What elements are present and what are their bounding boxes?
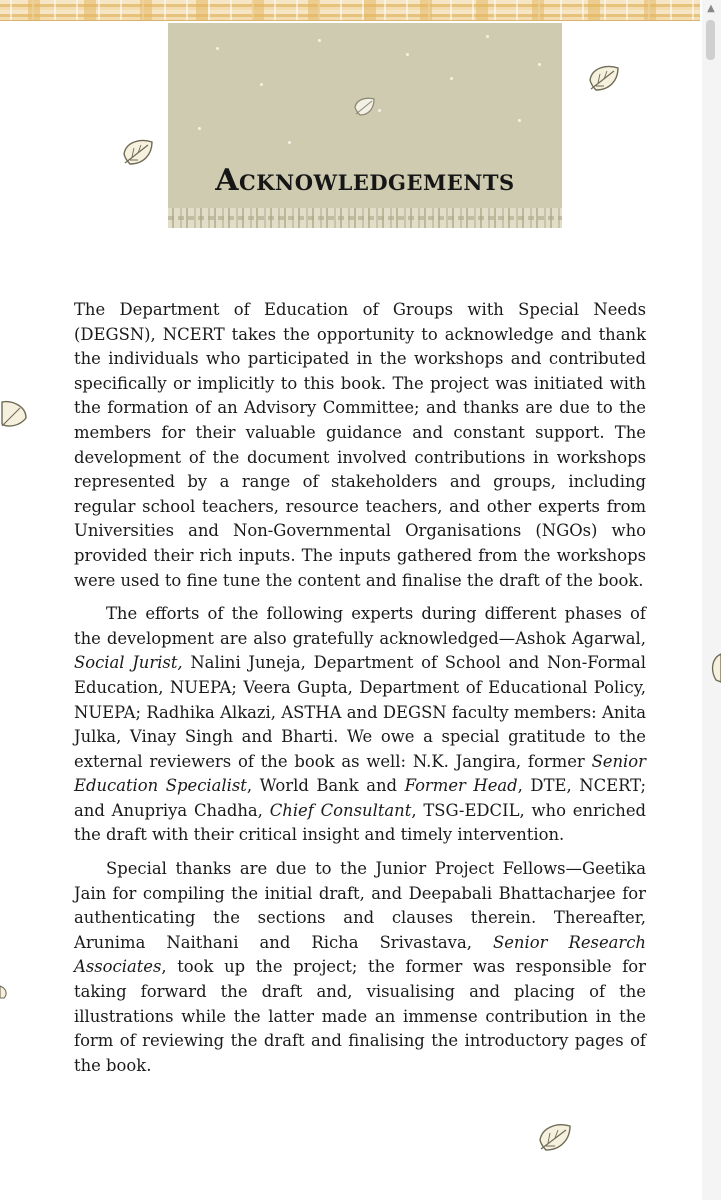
leaf-icon xyxy=(536,1120,574,1154)
italic-title: Chief Consultant xyxy=(269,800,412,820)
scroll-up-arrow-icon[interactable]: ▲ xyxy=(707,3,715,14)
scrollbar-track[interactable] xyxy=(702,0,721,1200)
leaf-icon xyxy=(708,650,721,686)
italic-title: Social Jurist, xyxy=(74,653,183,673)
scrollbar-thumb[interactable] xyxy=(706,20,715,60)
chapter-header xyxy=(168,23,562,228)
paragraph-2 xyxy=(74,602,646,848)
text-segment: Nalini Juneja, Department of School and Non-Formal Education, NUEPA; Veera Gupta, Department of Educational Policy, NUEPA; Radhika Alkazi, ASTHA and DEGSN faculty members: Anita Julka, Vinay Singh and Bharti. We owe a special gratitude to the external reviewers of the book as well: N.K. Jangira, former xyxy=(74,653,646,771)
header-decorative-pattern xyxy=(168,208,562,228)
text-segment: , took up the project; the former was responsible for taking forward the draft and, visualising and placing of the illustrations while the latter made an immense contribution in the form of reviewing the draft and finalising the introductory pages of the book. xyxy=(74,957,646,1075)
text-segment: , TSG-EDCIL, who enriched the draft with their critical insight and timely intervention. xyxy=(74,800,647,845)
italic-title: Senior Research Associates xyxy=(74,932,646,977)
paragraph-1 xyxy=(74,298,646,593)
acknowledgement-text xyxy=(74,298,646,1087)
italic-title: Former Head xyxy=(404,776,518,796)
text-segment: The efforts of the following experts during different phases of the development are also gratefully acknowledged—Ashok Agarwal, xyxy=(74,604,646,648)
page-title: Acknowledgements xyxy=(215,163,515,198)
text-segment: , World Bank and xyxy=(246,776,405,796)
border-pattern xyxy=(0,0,700,20)
leaf-icon xyxy=(120,136,156,168)
leaf-icon xyxy=(0,396,30,432)
italic-title: Senior Education Specialist xyxy=(74,751,646,796)
leaf-icon xyxy=(352,95,378,119)
text-segment: , DTE, NCERT; and Anupriya Chadha, xyxy=(74,776,647,820)
leaf-icon xyxy=(586,62,622,94)
top-decorative-border xyxy=(0,0,700,21)
text-segment: Special thanks are due to the Junior Project Fellows—Geetika Jain for compiling the initial draft, and Deepabali Bhattacharjee for authenticating the sections and clauses therein. Thereafter, Arunima Naithani and Richa Srivastava, xyxy=(74,859,646,952)
leaf-icon xyxy=(0,984,10,1000)
paragraph-3 xyxy=(74,857,646,1078)
text-segment: The Department of Education of Groups with Special Needs (DEGSN), NCERT takes the opportunity to acknowledge and thank the individuals who participated in the workshops and contributed specifically or implicitly to this book. The project was initiated with the formation of an Advisory Committee; and thanks are due to the members for their valuable guidance and constant support. The development of the document involved contributions in workshops represented by a range of stakeholders and groups, including regular school teachers, resource teachers, and other experts from Universities and Non-Governmental Organisations (NGOs) who provided their rich inputs. The inputs gathered from the workshops were used to fine tune the content and finalise the draft of the book. xyxy=(74,300,646,590)
